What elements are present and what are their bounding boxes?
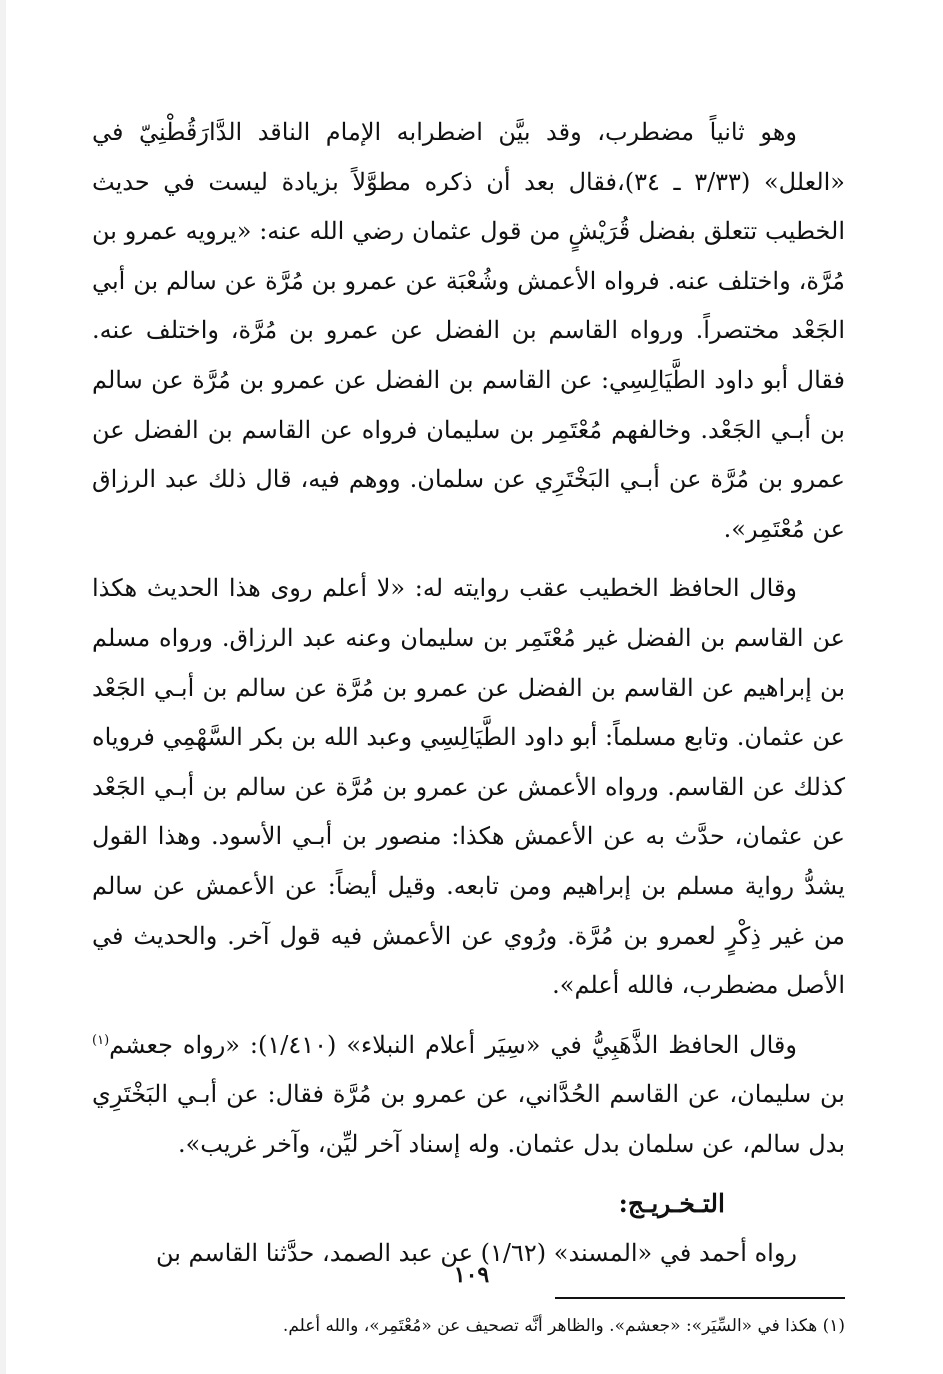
footnote: (١) هكذا في «السِّيَر»: «جعشم». والظاهر أنَّه تصحيف عن «مُعْتَمِر»، والله أعلم. xyxy=(282,1316,845,1337)
paragraph-dhahabi-start: وقال الحافظ الذَّهَبِيُّ في «سِيَر أعلام النبلاء» (١/٤١٠): «رواه جعشم xyxy=(109,1030,797,1059)
page-body xyxy=(92,108,845,1341)
paragraph-dhahabi-end: بن سليمان، عن القاسم الحُدَّاني، عن عمرو بن مُرَّة فقال: عن أبـي البَخْتَرِي بدل سالم، عن سلمان بدل عثمان. وله إسناد آخر ليِّن، وآخر غريب». xyxy=(92,1080,845,1158)
footnote-divider xyxy=(555,1297,845,1299)
paragraph-daraqutni: وهو ثانياً مضطرب، وقد بيَّن اضطرابه الإمام الناقد الدَّارَقُطْنِيّ في «العلل» (٣/٣٣ ـ ٣٤)،فقال بعد أن ذكره مطوَّلاً بزيادة ليست في حديث الخطيب تتعلق بفضل قُرَيْشٍ من قول عثمان رضي الله عنه: «يرويه عمرو بن مُرَّة، واختلف عنه. فرواه الأعمش وشُعْبَة عن عمرو بن مُرَّة عن سالم بن أبي الجَعْد مختصراً. ورواه القاسم بن الفضل عن عمرو بن مُرَّة، واختلف عنه. فقال أبو داود الطَّيَالِسِي: عن القاسم بن الفضل عن عمرو بن مُرَّة عن سالم بن أبـي الجَعْد. وخالفهم مُعْتَمِر بن سليمان فرواه عن القاسم بن الفضل عن عمرو بن مُرَّة عن أبـي البَخْتَرِي عن سلمان. ووهم فيه، قال ذلك عبد الرزاق عن مُعْتَمِر». xyxy=(92,118,845,543)
paragraph-takhrij: رواه أحمد في «المسند» (١/٦٢) عن عبد الصمد، حدَّثنا القاسم بن xyxy=(155,1239,797,1268)
page-edge xyxy=(0,0,6,1374)
paragraph-khatib: وقال الحافظ الخطيب عقب روايته له: «لا أعلم روى هذا الحديث هكذا عن القاسم بن الفضل غير مُعْتَمِر بن سليمان وعنه عبد الرزاق. ورواه مسلم بن إبراهيم عن القاسم بن الفضل عن عمرو بن مُرَّة عن سالم بن أبـي الجَعْد عن عثمان. وتابع مسلماً: أبو داود الطَّيَالِسِي وعبد الله بن بكر السَّهْمِي فروياه كذلك عن القاسم. ورواه الأعمش عن عمرو بن مُرَّة عن سالم بن أبـي الجَعْد عن عثمان، حدَّث به عن الأعمش هكذا: منصور بن أبـي الأسود. وهذا القول يشدُّ رواية مسلم بن إبراهيم ومن تابعه. وقيل أيضاً: عن الأعمش عن سالم من غير ذِكْرٍ لعمرو بن مُرَّة. ورُوي عن الأعمش فيه قول آخر. والحديث في الأصل مضطرب، فالله أعلم». xyxy=(92,574,845,1000)
section-heading: التـخـريـج: xyxy=(618,1189,725,1219)
page-number: ١٠٩ xyxy=(453,1262,490,1288)
footnote-ref[interactable]: (١) xyxy=(92,1032,110,1048)
paragraph-dhahabi xyxy=(92,1021,845,1170)
